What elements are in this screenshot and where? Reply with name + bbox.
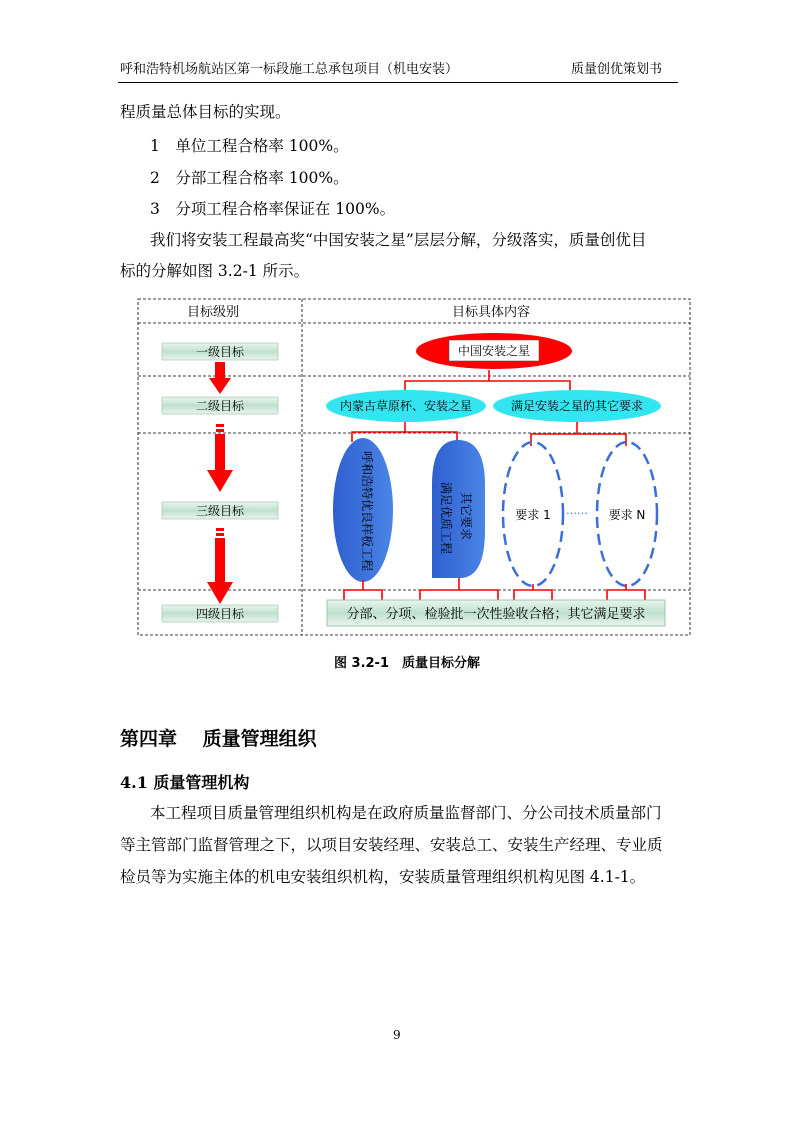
header-document-type: 质量创优策划书: [571, 62, 663, 77]
list-item: 3 分项工程合格率保证在 100%。: [150, 200, 396, 218]
paragraph-line: 标的分解如图 3.2-1 所示。: [120, 262, 310, 280]
level-2-goal-2: 满足安装之星的其它要求: [510, 399, 644, 413]
level-1-label: 一级目标: [195, 345, 245, 359]
level-4-goal: 分部、分项、检验批一次性验收合格；其它满足要求: [346, 607, 646, 622]
list-item: 2 分部工程合格率 100%。: [150, 169, 349, 187]
level-3-ellipsis: ……: [566, 504, 588, 517]
level-3-goal-3: 其它要求: [459, 492, 473, 541]
level-3-requirement-1: 要求 1: [515, 508, 551, 522]
chapter-title: 第四章 质量管理组织: [120, 728, 317, 750]
header-document-title: 呼和浩特机场航站区第一标段施工总承包项目（机电安装）: [120, 62, 459, 77]
column-header-content: 目标具体内容: [451, 305, 531, 320]
paragraph-line: 等主管部门监督管理之下，以项目安装经理、安装总工、安装生产经理、专业质: [120, 836, 663, 854]
level-3-goal-1: 呼和浩特优良样板工程: [360, 451, 374, 572]
paragraph-line: 我们将安装工程最高奖“中国安装之星”层层分解，分级落实，质量创优目: [150, 231, 647, 249]
page-number: 9: [393, 1028, 401, 1042]
column-header-level: 目标级别: [186, 305, 240, 320]
section-title: 4.1 质量管理机构: [120, 773, 250, 792]
list-item: 1 单位工程合格率 100%。: [150, 137, 349, 155]
level-1-goal-text: 中国安装之星: [457, 344, 531, 358]
level-3-goal-2: 满足优质工程: [439, 482, 453, 555]
level-3-label: 三级目标: [195, 504, 245, 518]
level-4-label: 四级目标: [195, 607, 245, 621]
paragraph-continuation: 程质量总体目标的实现。: [120, 103, 291, 121]
level-3-to-4-brackets: [344, 578, 645, 600]
level-3-requirement-n: 要求 N: [608, 508, 646, 522]
figure-caption: 图 3.2-1 质量目标分解: [334, 656, 480, 671]
level-2-label: 二级目标: [195, 399, 245, 413]
paragraph-line: 本工程项目质量管理组织机构是在政府质量监督部门、分公司技术质量部门: [150, 804, 662, 822]
level-2-goal-1: 内蒙古草原杯、安装之星: [339, 399, 473, 413]
paragraph-line: 检员等为实施主体的机电安装组织机构，安装质量管理组织机构见图 4.1-1。: [120, 868, 646, 886]
